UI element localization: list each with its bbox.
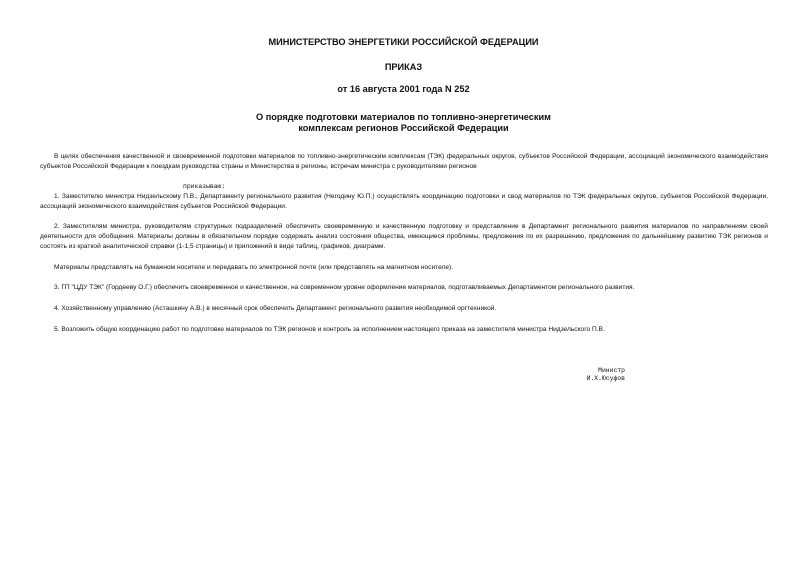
item-5-text: 5. Возложить общую координацию работ по подготовке материалов по ТЭК регионов и контроль за исполнением настоящего приказа на заместителя министра Нидзельского П.В. xyxy=(54,326,605,333)
item-3-text: 3. ГП "ЦДУ ТЭК" (Гордееву О.Г.) обеспечить своевременное и качественное, на современном уровне оформление материалов, подготавливаемых Департаментом регионального развития. xyxy=(54,284,635,291)
item-2-paragraph xyxy=(40,222,768,252)
signature-title: Министр xyxy=(598,367,625,374)
intro-text: В целях обеспечения качественной и своевременной подготовки материалов по топливно-энергетическим комплексам (ТЭК) федеральных округов, субъектов Российской Федерации, ассоциаций экономического взаимодействия субъектов Российской Федерации к поездкам руководства страны и Министерства в регионы, встречам министра с руководителями регионов xyxy=(40,153,768,170)
signature-name: И.Х.Юсуфов xyxy=(586,375,625,382)
intro-paragraph xyxy=(40,152,768,172)
item-2-text: 2. Заместителям министра, руководителям структурных подразделений обеспечить своевременную и качественную подготовку и представление в Департамент регионального развития материалов по направлениям своей деятельности для обобщения. Материалы должны в обязательном порядке содержать анализ состояния общества, имеющиеся проблемы, предложения по их разрешению, предложения по дальнейшему развитию ТЭК регионов и состоять из краткой аналитической справки (1-1,5 страницы) и приложений в виде таблиц, графиков, диаграмм. xyxy=(40,223,768,250)
doc-type-heading: ПРИКАЗ xyxy=(384,62,423,72)
ministry-heading: МИНИСТЕРСТВО ЭНЕРГЕТИКИ РОССИЙСКОЙ ФЕДЕРАЦИИ xyxy=(268,37,539,47)
subject-line-1: О порядке подготовки материалов по топливно-энергетическим xyxy=(256,112,551,122)
order-word: приказываю: xyxy=(183,183,226,190)
item-1-text: 1. Заместителю министра Нидзельскому П.В., Департаменту регионального развития (Негодину Ю.П.) осуществлять координацию подготовки и свод материалов по ТЭК федеральных округов, субъектов Российской Федерации, ассоциаций экономического взаимодействия субъектов Российской Федерации. xyxy=(40,193,768,210)
item-5-paragraph xyxy=(40,325,768,335)
item-3-paragraph xyxy=(40,283,768,293)
date-number-heading: от 16 августа 2001 года N 252 xyxy=(337,84,470,94)
item-2-note-text: Материалы представлять на бумажном носителе и передавать по электронной почте (или представлять на магнитном носителе). xyxy=(54,264,454,271)
subject-heading xyxy=(0,112,807,134)
item-4-paragraph xyxy=(40,304,768,314)
item-1-paragraph xyxy=(40,192,768,212)
item-4-text: 4. Хозяйственному управлению (Асташкину А.В.) в месячный срок обеспечить Департамент регионального развития необходимой оргтехникой. xyxy=(54,305,497,312)
subject-line-2: комплексам регионов Российской Федерации xyxy=(298,123,509,133)
item-2-note-paragraph xyxy=(40,263,768,273)
